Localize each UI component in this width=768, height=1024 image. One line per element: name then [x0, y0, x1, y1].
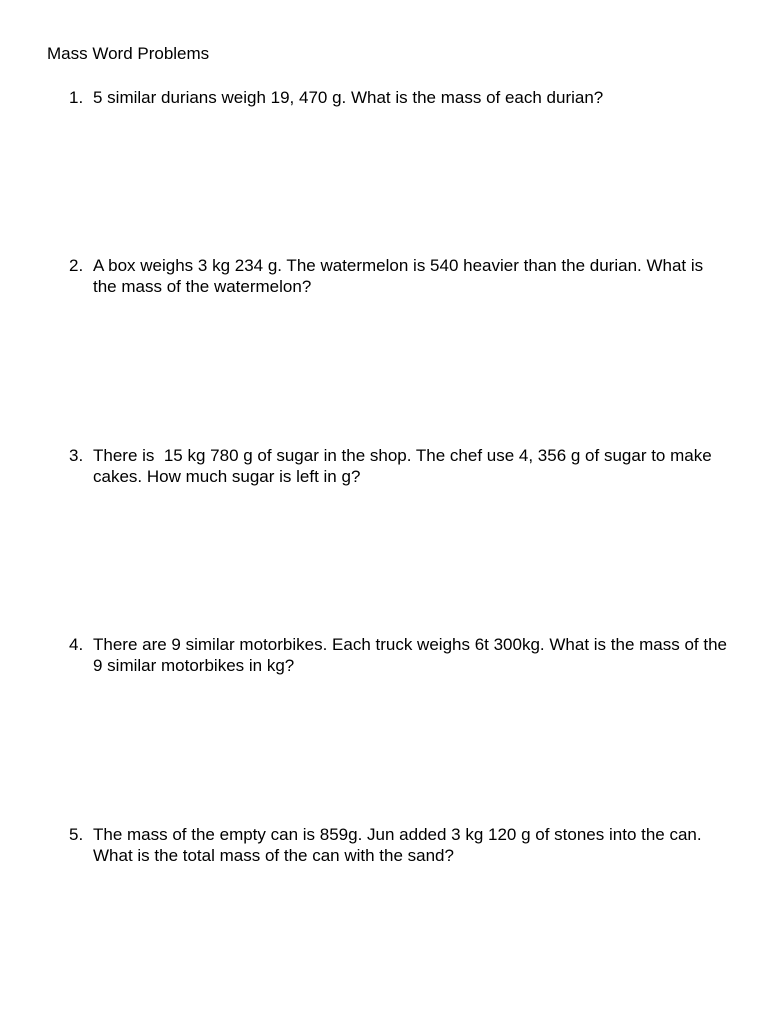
problem-text: There are 9 similar motorbikes. Each truck weighs 6t 300kg. What is the mass of the 9 similar motorbikes in kg?: [93, 635, 732, 675]
problem-text: The mass of the empty can is 859g. Jun added 3 kg 120 g of stones into the can. What is the total mass of the can with the sand?: [93, 825, 707, 865]
problem-text: 5 similar durians weigh 19, 470 g. What is the mass of each durian?: [93, 88, 604, 107]
problem-number: 3.: [69, 446, 84, 465]
problem-number: 5.: [69, 825, 84, 844]
worksheet-title: Mass Word Problems: [47, 44, 210, 63]
problem-number: 1.: [69, 88, 84, 107]
problem-text: There is 15 kg 780 g of sugar in the shop. The chef use 4, 356 g of sugar to make cakes. How much sugar is left in g?: [93, 446, 717, 486]
problem-text: A box weighs 3 kg 234 g. The watermelon is 540 heavier than the durian. What is the mass of the watermelon?: [93, 256, 708, 296]
problem-number: 4.: [69, 635, 84, 654]
problem-number: 2.: [69, 256, 84, 275]
